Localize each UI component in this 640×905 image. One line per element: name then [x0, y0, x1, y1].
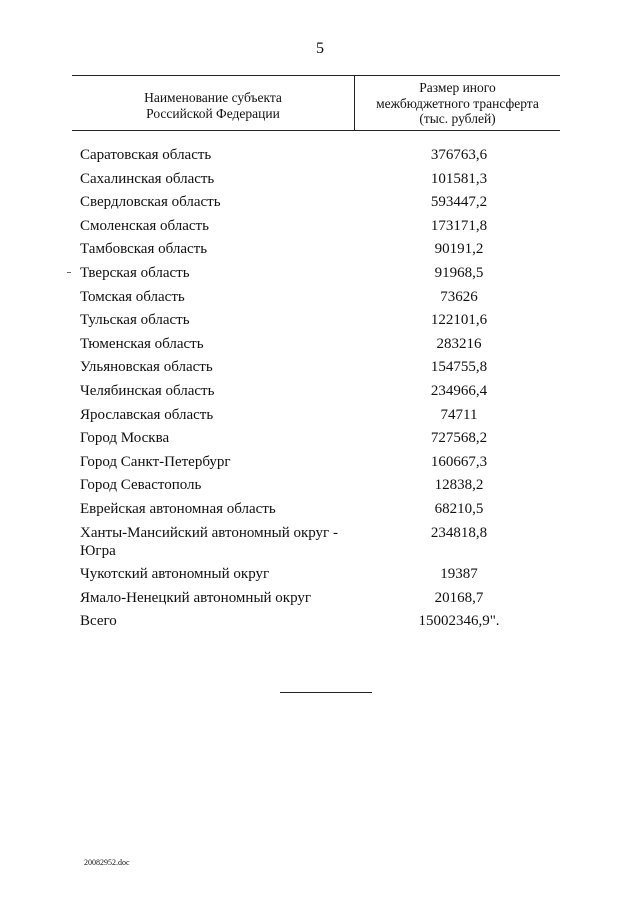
table-row: [80, 264, 560, 288]
table-row: [80, 524, 560, 566]
transfer-value: 15002346,9".: [418, 613, 500, 630]
transfer-value: 160667,3: [430, 453, 488, 470]
table-row: [80, 406, 560, 430]
subject-name: Чукотский автономный округ: [80, 566, 270, 583]
table-row: [80, 146, 560, 170]
table-body: [80, 146, 560, 636]
subject-name: Томская область: [80, 288, 185, 305]
table-row: [80, 565, 560, 589]
transfer-value: 91968,5: [434, 264, 484, 281]
subject-name: Ямало-Ненецкий автономный округ: [80, 589, 312, 606]
subject-name: Смоленская область: [80, 217, 209, 234]
end-rule: [280, 692, 372, 693]
table-row: [80, 170, 560, 194]
transfer-value: 283216: [436, 335, 482, 352]
transfer-value: 68210,5: [434, 500, 484, 517]
table-row: [80, 612, 560, 636]
transfer-value: 73626: [440, 288, 478, 305]
margin-mark: [67, 272, 71, 273]
document-id: 20082952.doc: [84, 858, 130, 867]
transfer-value: 376763,6: [430, 147, 488, 163]
subject-name: Всего: [80, 613, 117, 630]
transfer-value: 593447,2: [430, 194, 488, 211]
header-amount-line-2: межбюджетного трансферта: [376, 95, 539, 111]
subject-name: Еврейская автономная область: [80, 500, 276, 517]
table-row: [80, 217, 560, 241]
table-row: [80, 476, 560, 500]
table-row: [80, 193, 560, 217]
subject-name: Ульяновская область: [80, 359, 213, 376]
transfer-value: 234966,4: [430, 382, 488, 399]
subject-name-line: Югра: [80, 542, 116, 559]
table-row: [80, 335, 560, 359]
subject-name: Город Севастополь: [80, 477, 202, 494]
subject-name: Тамбовская область: [80, 241, 208, 258]
transfer-value: 173171,8: [430, 217, 488, 234]
header-amount-line-3: (тыс. рублей): [419, 111, 496, 126]
table-row: [80, 589, 560, 613]
page-number: 5: [316, 40, 324, 57]
transfer-value: 74711: [440, 406, 478, 423]
subject-name: [80, 524, 358, 560]
subject-name: Сахалинская область: [80, 170, 215, 187]
transfer-value: 90191,2: [434, 241, 484, 258]
table-row: [80, 382, 560, 406]
transfer-value: 20168,7: [434, 589, 484, 606]
subject-name: Тверская область: [80, 264, 190, 281]
subject-name: Город Москва: [80, 430, 170, 447]
table-row: [80, 240, 560, 264]
transfer-value: 122101,6: [430, 312, 488, 329]
table-row: [80, 453, 560, 477]
table-header: [72, 75, 560, 131]
transfer-value: 234818,8: [430, 524, 488, 541]
subject-name: Ярославская область: [80, 406, 214, 423]
transfer-value: 727568,2: [430, 430, 488, 447]
header-subject-line-1: Наименование субъекта: [144, 90, 282, 105]
table-row: [80, 288, 560, 312]
table-row: [80, 500, 560, 524]
header-transfer-amount: [355, 80, 560, 127]
header-subject-line-2: Российской Федерации: [146, 106, 280, 121]
table-row: [80, 358, 560, 382]
subject-name-line: Ханты-Мансийский автономный округ -: [80, 524, 338, 541]
subject-name: Саратовская область: [80, 147, 212, 163]
transfer-value: 101581,3: [430, 170, 488, 187]
transfer-value: 19387: [440, 566, 478, 583]
subject-name: Свердловская область: [80, 194, 221, 211]
subject-name: Челябинская область: [80, 382, 215, 399]
header-amount-line-1: Размер иного: [419, 80, 496, 95]
transfer-value: 154755,8: [430, 359, 488, 376]
subject-name: Город Санкт-Петербург: [80, 453, 231, 470]
table-row: [80, 429, 560, 453]
subject-name: Тюменская область: [80, 335, 204, 352]
header-subject-name: [72, 90, 354, 122]
transfer-value: 12838,2: [434, 477, 484, 494]
subject-name: Тульская область: [80, 312, 190, 329]
table-row: [80, 311, 560, 335]
